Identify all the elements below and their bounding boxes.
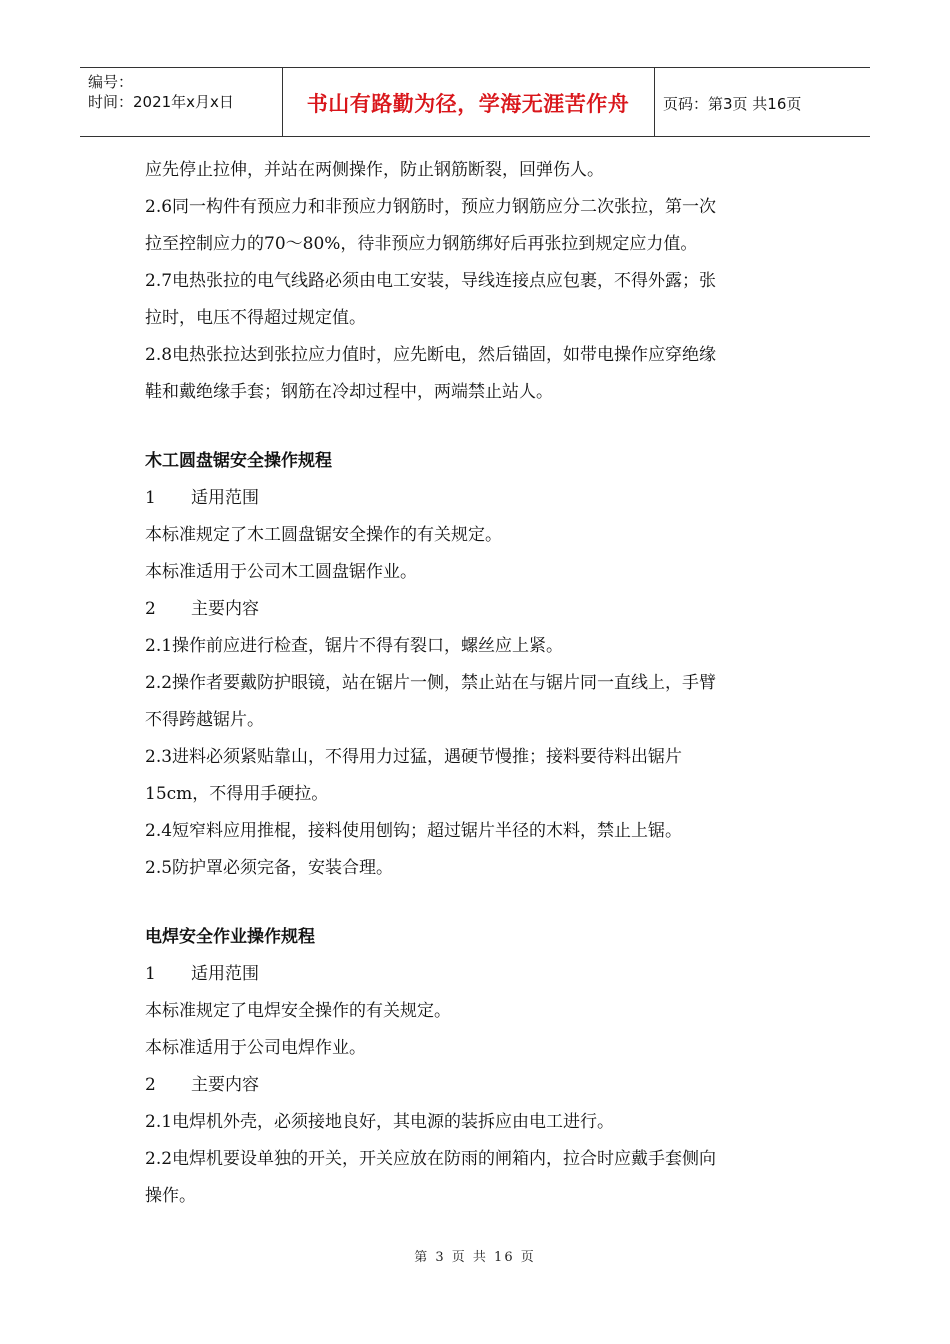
paragraph-line: 本标准适用于公司木工圆盘锯作业。: [145, 562, 417, 582]
subsection-heading: [145, 480, 807, 517]
paragraph-line: 本标准适用于公司电焊作业。: [145, 1038, 366, 1058]
document-body: [145, 152, 807, 1215]
subsection-heading: [145, 1067, 807, 1104]
paragraph-line: 2.2操作者要戴防护眼镜，站在锯片一侧，禁止站在与锯片同一直线上，手臂: [145, 673, 717, 693]
subsection-label: 主要内容: [191, 1075, 259, 1095]
subsection-number: 1: [145, 488, 156, 508]
header-motto: 书山有路勤为径，学海无涯苦作舟: [306, 92, 630, 116]
paragraph-line: 15cm，不得用手硬拉。: [145, 784, 329, 804]
paragraph-line: 2.4短窄料应用推棍，接料使用刨钩；超过锯片半径的木料，禁止上锯。: [145, 821, 683, 841]
paragraph-line: 应先停止拉伸，并站在两侧操作，防止钢筋断裂，回弹伤人。: [145, 160, 604, 180]
paragraph-line: 2.6同一构件有预应力和非预应力钢筋时，预应力钢筋应分二次张拉，第一次: [145, 197, 717, 217]
paragraph-line: 2.7电热张拉的电气线路必须由电工安装，导线连接点应包裹，不得外露；张: [145, 271, 717, 291]
paragraph-line: 本标准规定了电焊安全操作的有关规定。: [145, 1001, 451, 1021]
paragraph-line: 拉时，电压不得超过规定值。: [145, 308, 366, 328]
paragraph-line: 2.2电焊机要设单独的开关，开关应放在防雨的闸箱内，拉合时应戴手套侧向: [145, 1149, 717, 1169]
section-gap: [145, 411, 807, 443]
header-page-info: 页码：第3页 共16页: [663, 94, 802, 113]
paragraph-line: 拉至控制应力的70～80%，待非预应力钢筋绑好后再张拉到规定应力值。: [145, 234, 698, 254]
header-meta: [88, 72, 234, 112]
paragraph-line: 操作。: [145, 1186, 196, 1206]
subsection-label: 适用范围: [191, 964, 259, 984]
subsection-number: 1: [145, 964, 156, 984]
document-number-label: 编号：: [88, 73, 134, 91]
header-divider: [654, 68, 655, 136]
paragraph-line: 2.8电热张拉达到张拉应力值时，应先断电，然后锚固，如带电操作应穿绝缘: [145, 345, 717, 365]
paragraph-line: 2.1电焊机外壳，必须接地良好，其电源的装拆应由电工进行。: [145, 1112, 615, 1132]
subsection-label: 适用范围: [191, 488, 259, 508]
paragraph-line: 2.1操作前应进行检查，锯片不得有裂口，螺丝应上紧。: [145, 636, 564, 656]
subsection-number: 2: [145, 1075, 156, 1095]
paragraph-line: 不得跨越锯片。: [145, 710, 264, 730]
document-header: [80, 67, 870, 137]
subsection-label: 主要内容: [191, 599, 259, 619]
paragraph-line: 鞋和戴绝缘手套；钢筋在冷却过程中，两端禁止站人。: [145, 382, 553, 402]
document-time-label: 时间：2021年x月x日: [88, 93, 234, 111]
paragraph-line: 2.3进料必须紧贴靠山，不得用力过猛，遇硬节慢推；接料要待料出锯片: [145, 747, 683, 767]
paragraph-line: 2.5防护罩必须完备，安装合理。: [145, 858, 394, 878]
subsection-number: 2: [145, 599, 156, 619]
section-title: 木工圆盘锯安全操作规程: [145, 451, 332, 471]
subsection-heading: [145, 956, 807, 993]
section-gap: [145, 887, 807, 919]
page-footer: 第 3 页 共 16 页: [414, 1250, 536, 1265]
paragraph-line: 本标准规定了木工圆盘锯安全操作的有关规定。: [145, 525, 502, 545]
subsection-heading: [145, 591, 807, 628]
section-title: 电焊安全作业操作规程: [145, 927, 315, 947]
